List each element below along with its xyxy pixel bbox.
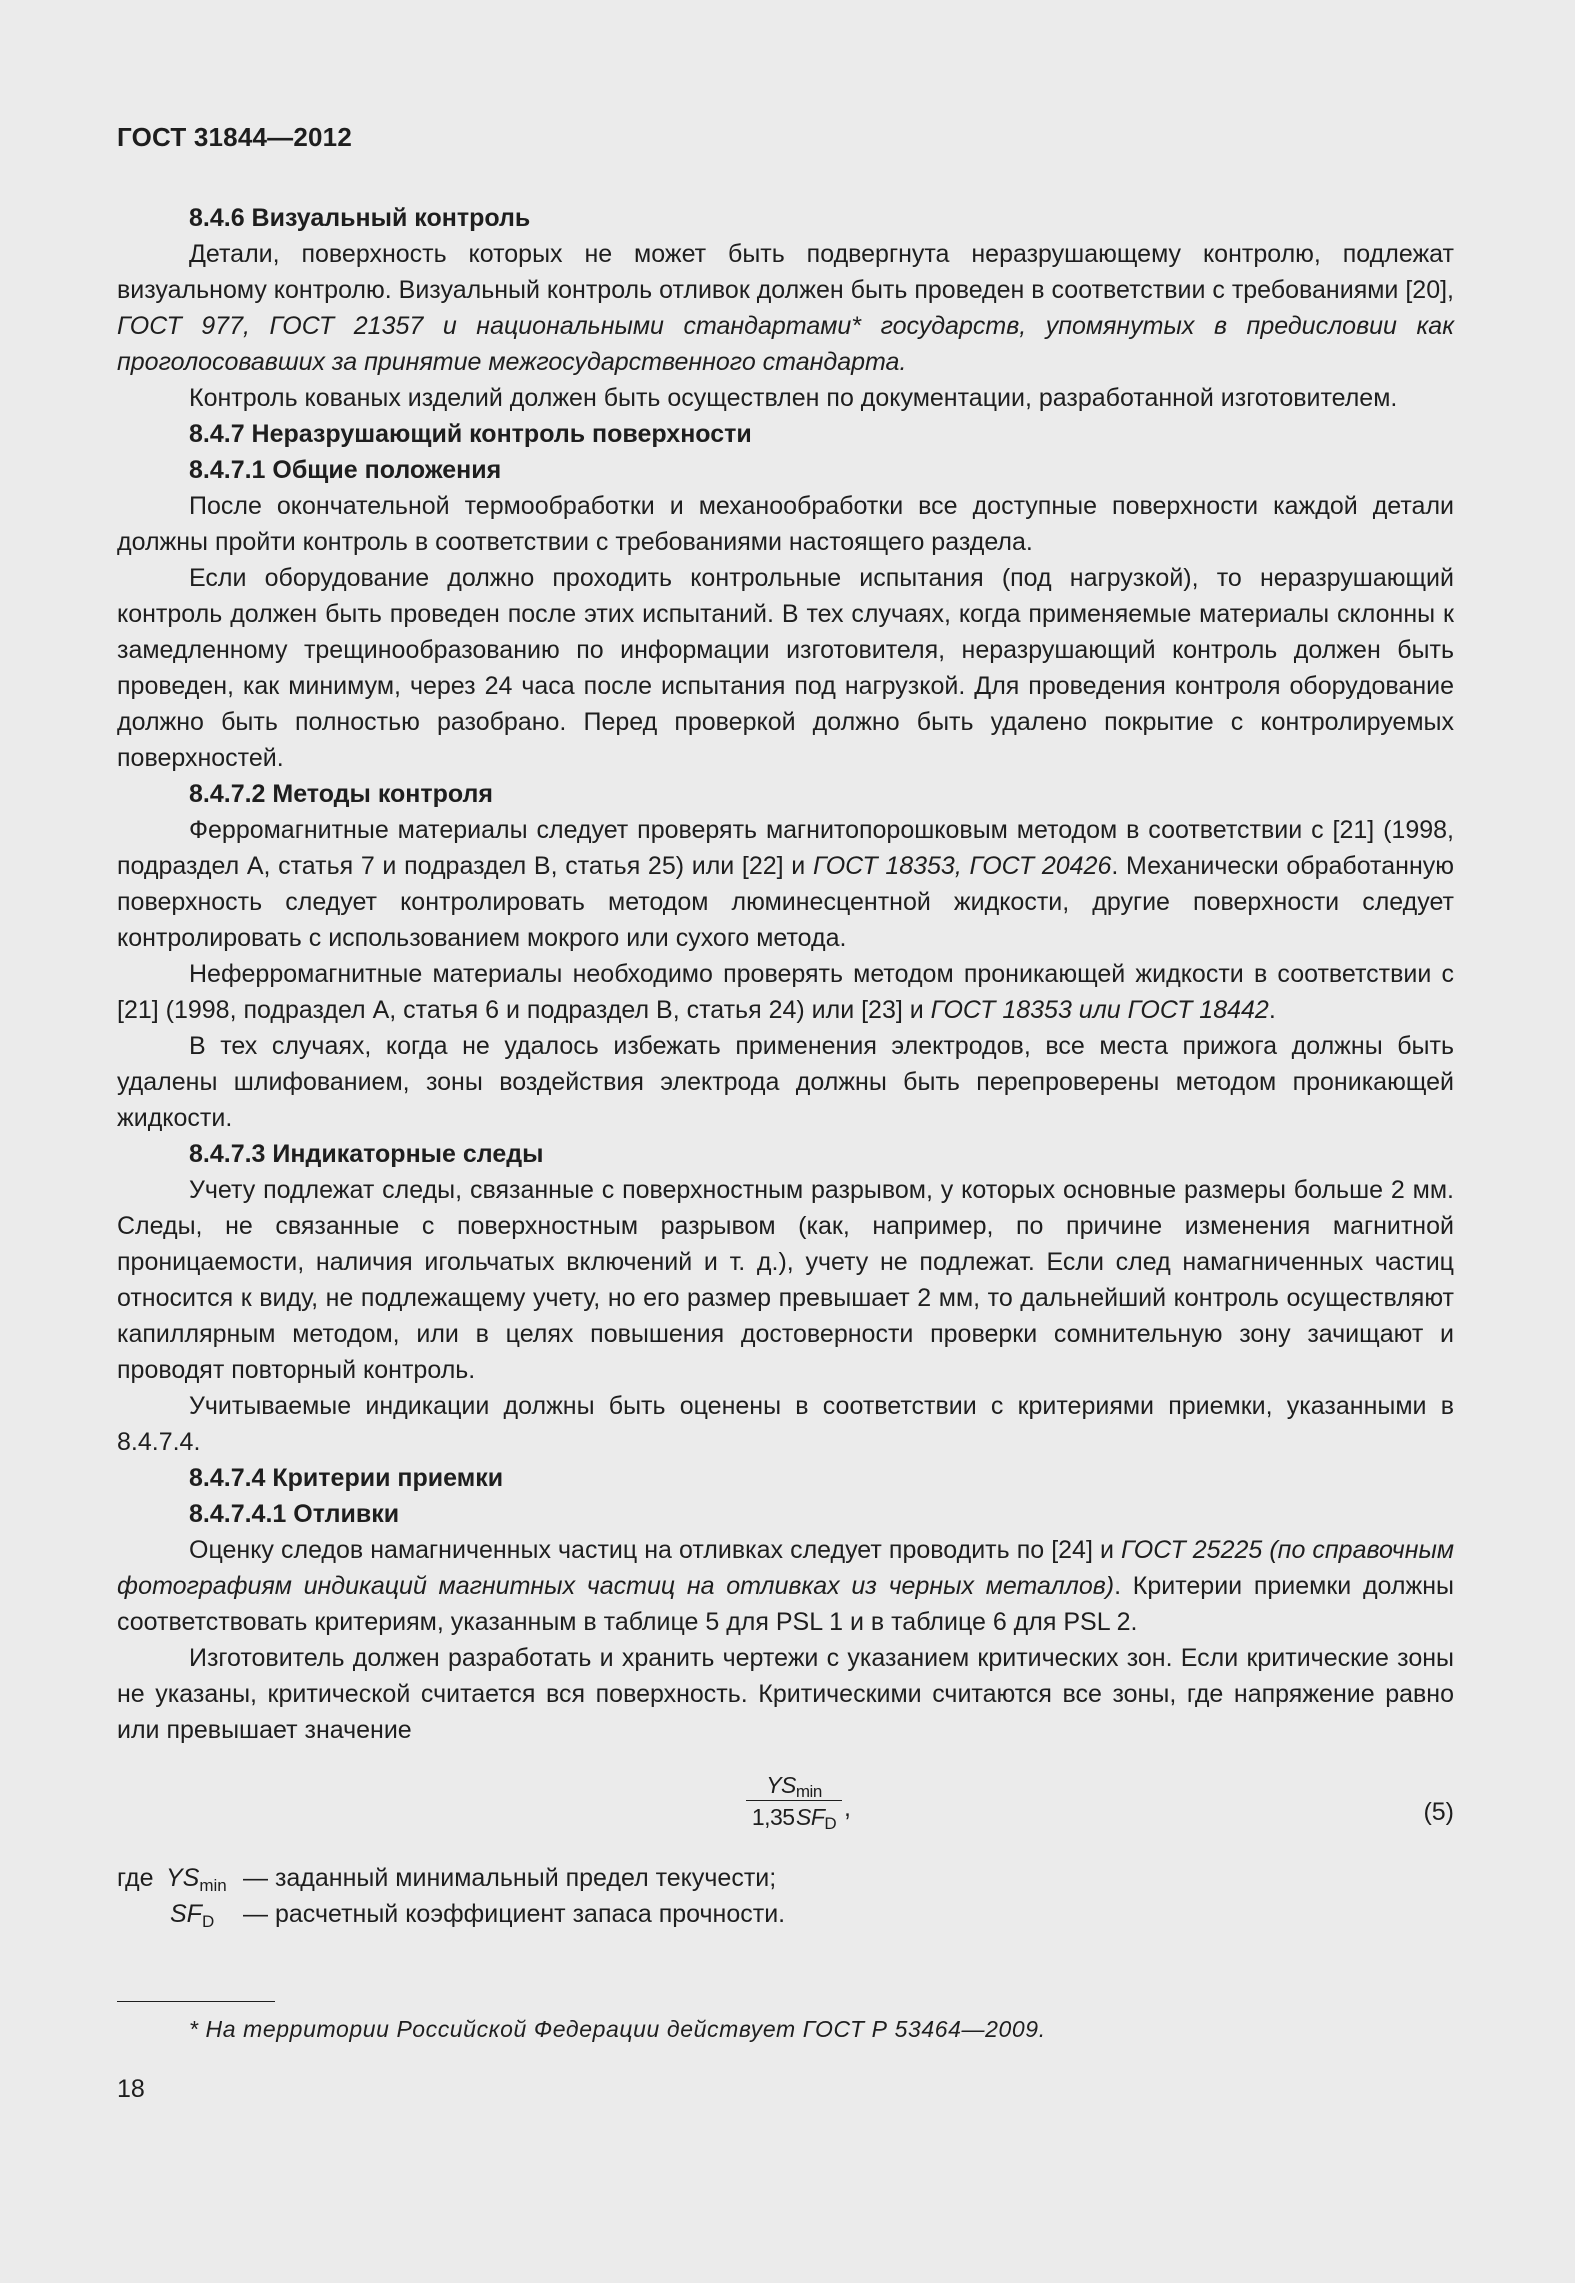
footnote-separator	[117, 2001, 275, 2002]
formula-fraction	[746, 1770, 842, 1833]
paragraph: Если оборудование должно проходить контрольные испытания (под нагрузкой), то неразрушающий контроль должен быть проведен после этих испытаний. В тех случаях, когда применяемые материалы склонны к замедленному трещинообразованию по информации изготовителя, неразрушающий контроль должен быть проведен, как минимум, через 24 часа после испытания под нагрузкой. Для проведения контроля оборудование должно быть полностью разобрано. Перед проверкой должно быть удалено покрытие с контролируемых поверхностей.	[117, 564, 1454, 772]
section-heading-8-4-7-4: 8.4.7.4 Критерии приемки	[189, 1464, 504, 1492]
section-heading-8-4-6: 8.4.6 Визуальный контроль	[189, 204, 531, 232]
section-heading-8-4-7: 8.4.7 Неразрушающий контроль поверхности	[189, 420, 752, 448]
paragraph: В тех случаях, когда не удалось избежать применения электродов, все места прижога должны быть удалены шлифованием, зоны воздействия электрода должны быть перепроверены методом проникающей жидкости.	[117, 1032, 1454, 1132]
paragraph: После окончательной термообработки и механообработки все доступные поверхности каждой детали должны пройти контроль в соответствии с требованиями настоящего раздела.	[117, 492, 1454, 556]
paragraph: Изготовитель должен разработать и хранить чертежи с указанием критических зон. Если критические зоны не указаны, критической считается вся поверхность. Критическими считаются все зоны, где напряжение равно или превышает значение	[117, 1644, 1454, 1744]
symbol-ys-min: $YS_{min}$	[166, 1864, 227, 1895]
paragraph: Неферромагнитные материалы необходимо проверять методом проникающей жидкости в соответствии с [21] (1998, подраздел А, статья 6 и подраздел В, статья 24) или [23] и ГОСТ 18353 или ГОСТ 18442.	[117, 960, 1454, 1024]
paragraph: Оценку следов намагниченных частиц на отливках следует проводить по [24] и ГОСТ 25225 (по справочным фотографиям индикаций магнитных частиц на отливках из черных металлов). Критерии приемки должны соответствовать критериям, указанным в таблице 5 для PSL 1 и в таблице 6 для PSL 2.	[117, 1536, 1454, 1636]
where-row-sf	[117, 1896, 1454, 1932]
symbol-description: — расчетный коэффициент запаса прочности.	[243, 1900, 786, 1928]
footnote: * На территории Российской Федерации действует ГОСТ Р 53464—2009.	[189, 2016, 1046, 2042]
section-heading-8-4-7-4-1: 8.4.7.4.1 Отливки	[189, 1500, 400, 1528]
formula-numerator: $YS_{min}$	[746, 1770, 842, 1801]
equation-number: (5)	[1423, 1798, 1454, 1826]
paragraph: Учету подлежат следы, связанные с поверхностным разрывом, у которых основные размеры больше 2 мм. Следы, не связанные с поверхностным разрывом (как, например, по причине изменения магнитной проницаемости, наличия игольчатых включений и т. д.), учету не подлежат. Если след намагниченных частиц относится к виду, не подлежащему учету, но его размер превышает 2 мм, то дальнейший контроль осуществляют капиллярным методом, или в целях повышения достоверности проверки сомнительную зону зачищают и проводят повторный контроль.	[117, 1176, 1454, 1384]
where-row-ys	[117, 1860, 1454, 1896]
symbol-sf-d: $SF_D$	[170, 1900, 215, 1931]
symbol-description: — заданный минимальный предел текучести;	[243, 1864, 777, 1892]
page-number: 18	[117, 2075, 145, 2103]
section-heading-8-4-7-3: 8.4.7.3 Индикаторные следы	[189, 1140, 544, 1168]
document-page	[117, 0, 1454, 2283]
paragraph: Учитываемые индикации должны быть оценены в соответствии с критериями приемки, указанными в 8.4.7.4.	[117, 1392, 1454, 1456]
section-heading-8-4-7-1: 8.4.7.1 Общие положения	[189, 456, 502, 484]
paragraph: Детали, поверхность которых не может быть подвергнута неразрушающему контролю, подлежат визуальному контролю. Визуальный контроль отливок должен быть проведен в соответствии с требованиями [20], ГОСТ 977, ГОСТ 21357 и национальными стандартами* государств, упомянутых в предисловии как проголосовавших за принятие межгосударственного стандарта.	[117, 240, 1454, 376]
where-label: где	[117, 1864, 154, 1892]
formula-denominator: 1,35 $SF_D$	[751, 1804, 837, 1833]
document-body	[117, 200, 1454, 1932]
formula-comma: ,	[844, 1794, 851, 1822]
standard-header: ГОСТ 31844—2012	[117, 122, 352, 152]
paragraph: Ферромагнитные материалы следует проверять магнитопорошковым методом в соответствии с [21] (1998, подраздел А, статья 7 и подраздел В, статья 25) или [22] и ГОСТ 18353, ГОСТ 20426. Механически обработанную поверхность следует контролировать методом люминесцентной жидкости, другие поверхности следует контролировать с использованием мокрого или сухого метода.	[117, 816, 1454, 952]
section-heading-8-4-7-2: 8.4.7.2 Методы контроля	[189, 780, 494, 808]
paragraph: Контроль кованых изделий должен быть осуществлен по документации, разработанной изготовителем.	[189, 384, 1398, 412]
formula-5	[117, 1770, 1454, 1852]
